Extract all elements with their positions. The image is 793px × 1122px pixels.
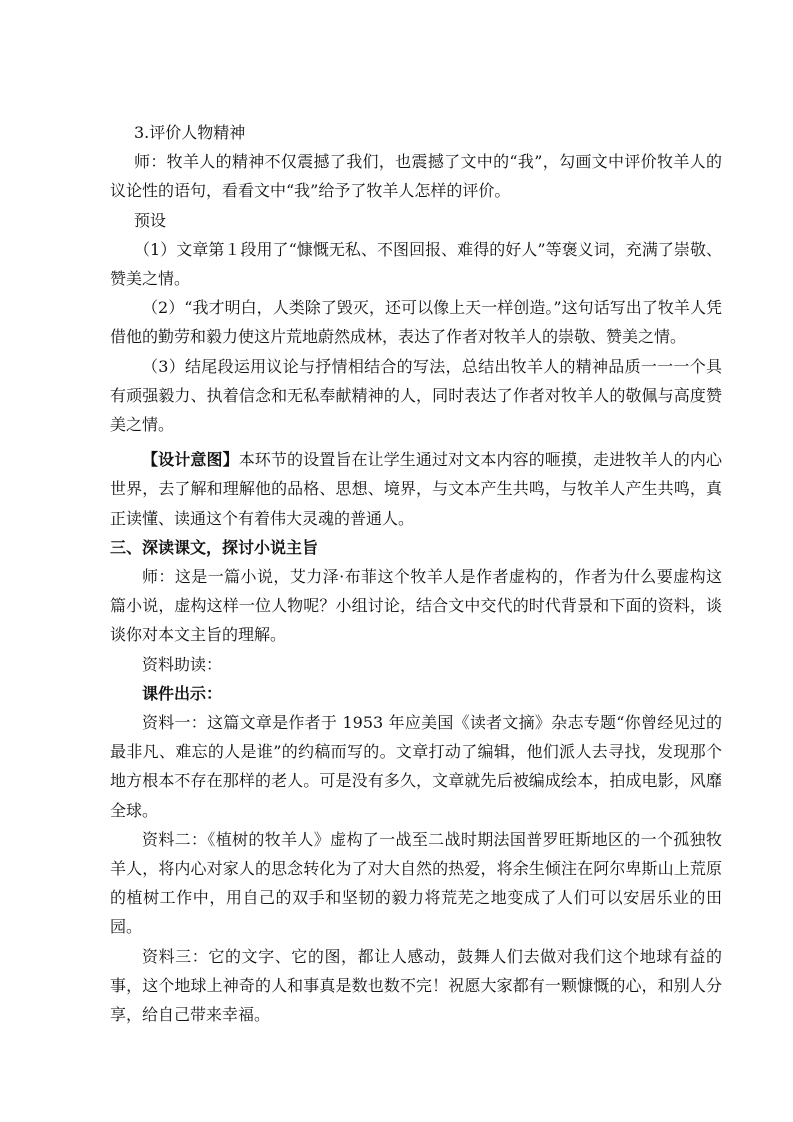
preset-item-3: （3）结尾段运用议论与抒情相结合的写法，总结出牧羊人的精神品质一一一个具有顽强毅力、执着信念和无私奉献精神的人，同时表达了作者对牧羊人的敬佩与高度赞美之情。 <box>110 356 722 435</box>
preset-label: 预设 <box>134 210 167 230</box>
section-heading-part3: 三、深读课文，探讨小说主旨 <box>110 537 319 557</box>
teacher-prompt-evaluation: 师：牧羊人的精神不仅震撼了我们，也震撼了文中的“我”，勾画文中评价牧羊人的议论性的语句，看看文中“我”给予了牧羊人怎样的评价。 <box>110 152 722 201</box>
design-intent-paragraph <box>110 445 722 533</box>
preset-item-2: （2）“我才明白，人类除了毁灭，还可以像上天一样创造。”这句话写出了牧羊人凭借他的勤劳和毅力使这片荒地蔚然成林，表达了作者对牧羊人的崇敬、赞美之情。 <box>110 298 722 347</box>
courseware-label: 课件出示： <box>142 683 223 703</box>
material-2: 资料二：《植树的牧羊人》虚构了一战至二战时期法国普罗旺斯地区的一个孤独牧羊人，将内心对家人的思念转化为了对大自然的热爱，将余生倾注在阿尔卑斯山上荒原的植树工作中，用自己的双手和坚韧的毅力将荒芜之地变成了人们可以安居乐业的田园。 <box>110 829 722 937</box>
preset-item-1: （1）文章第１段用了“慷慨无私、不图回报、难得的好人”等褒义词，充满了崇敬、赞美之情。 <box>110 239 722 289</box>
design-intent-text: 本环节的设置旨在让学生通过对文本内容的咂摸，走进牧羊人的内心世界，去了解和理解他的品格、思想、境界，与文本产生共鸣，与牧羊人产生共鸣，真正读懂、读通这个有着伟大灵魂的普通人。 <box>110 450 722 528</box>
subheading-evaluate-spirit: 3.评价人物精神 <box>134 123 246 142</box>
document-body <box>110 118 722 1029</box>
material-1: 资料一：这篇文章是作者于 1953 年应美国《读者文摘》杂志专题“你曾经见过的最非凡、难忘的人是谁”的约稿而写的。文章打动了编辑，他们派人去寻找，发现那个地方根本不存在那样的老人。可是没有多久，文章就先后被编成绘本，拍成电影，风靡全球。 <box>110 713 722 820</box>
teacher-prompt-theme: 师：这是一篇小说，艾力泽·布菲这个牧羊人是作者虚构的，作者为什么要虚构这篇小说，虚构这样一位人物呢？小组讨论，结合文中交代的时代背景和下面的资料，谈谈你对本文主旨的理解。 <box>110 567 722 645</box>
design-intent-label: 【设计意图】 <box>142 450 239 470</box>
reading-aid-label: 资料助读： <box>142 654 223 674</box>
material-3: 资料三：它的文字、它的图，都让人感动，鼓舞人们去做对我们这个地球有益的事，这个地球上神奇的人和事真是数也数不完！祝愿大家都有一颗慷慨的心，和别人分享，给自己带来幸福。 <box>110 946 722 1025</box>
